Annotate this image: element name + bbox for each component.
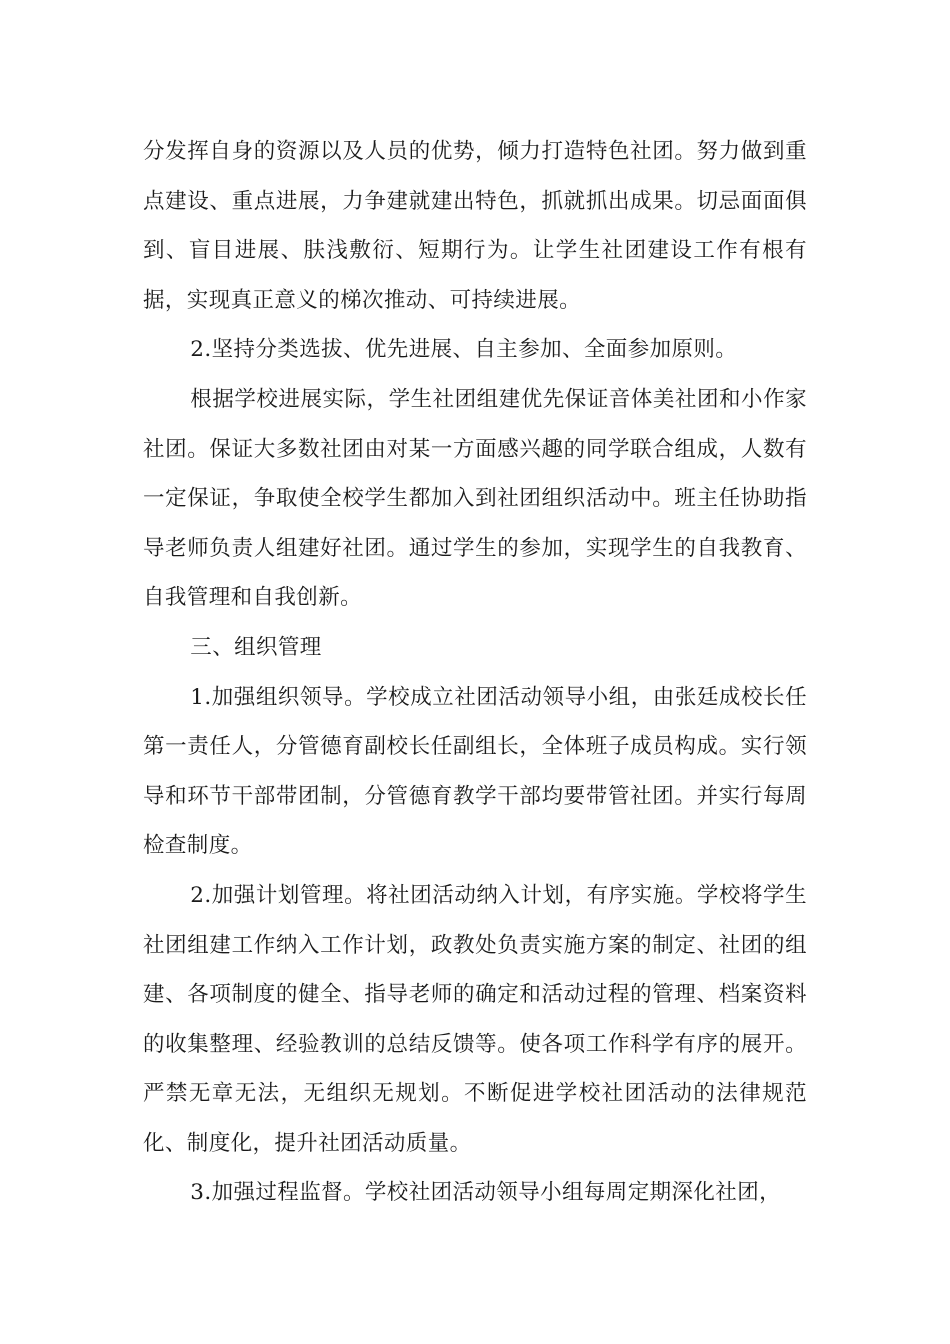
paragraph-principle-2: 2.坚持分类选拔、优先进展、自主参加、全面参加原则。 (190, 337, 738, 363)
document-body (143, 127, 807, 1218)
section-heading-organization: 三、组织管理 (190, 634, 322, 660)
paragraph-organization-leadership: 1.加强组织领导。学校成立社团活动领导小组，由张廷成校长任第一责任人，分管德育副校长任副组长，全体班子成员构成。实行领导和环节干部带团制，分管德育教学干部均要带管社团。并实行每周检查制度。 (143, 684, 807, 859)
paragraph-continuation: 分发挥自身的资源以及人员的优势，倾力打造特色社团。努力做到重点建设、重点进展，力争建就建出特色，抓就抓出成果。切忌面面俱到、盲目进展、肤浅敷衍、短期行为。让学生社团建设工作有根有据，实现真正意义的梯次推动、可持续进展。 (143, 139, 807, 313)
paragraph-process-supervision: 3.加强过程监督。学校社团活动领导小组每周定期深化社团， (190, 1180, 782, 1206)
paragraph-principle-2-detail: 根据学校进展实际，学生社团组建优先保证音体美社团和小作家社团。保证大多数社团由对某一方面感兴趣的同学联合组成，人数有一定保证，争取使全校学生都加入到社团组织活动中。班主任协助指导老师负责人组建好社团。通过学生的参加，实现学生的自我教育、自我管理和自我创新。 (143, 386, 807, 611)
paragraph-plan-management: 2.加强计划管理。将社团活动纳入计划，有序实施。学校将学生社团组建工作纳入工作计划，政教处负责实施方案的制定、社团的组建、各项制度的健全、指导老师的确定和活动过程的管理、档案资料的收集整理、经验教训的总结反馈等。使各项工作科学有序的展开。严禁无章无法，无组织无规划。不断促进学校社团活动的法律规范化、制度化，提升社团活动质量。 (143, 882, 807, 1156)
